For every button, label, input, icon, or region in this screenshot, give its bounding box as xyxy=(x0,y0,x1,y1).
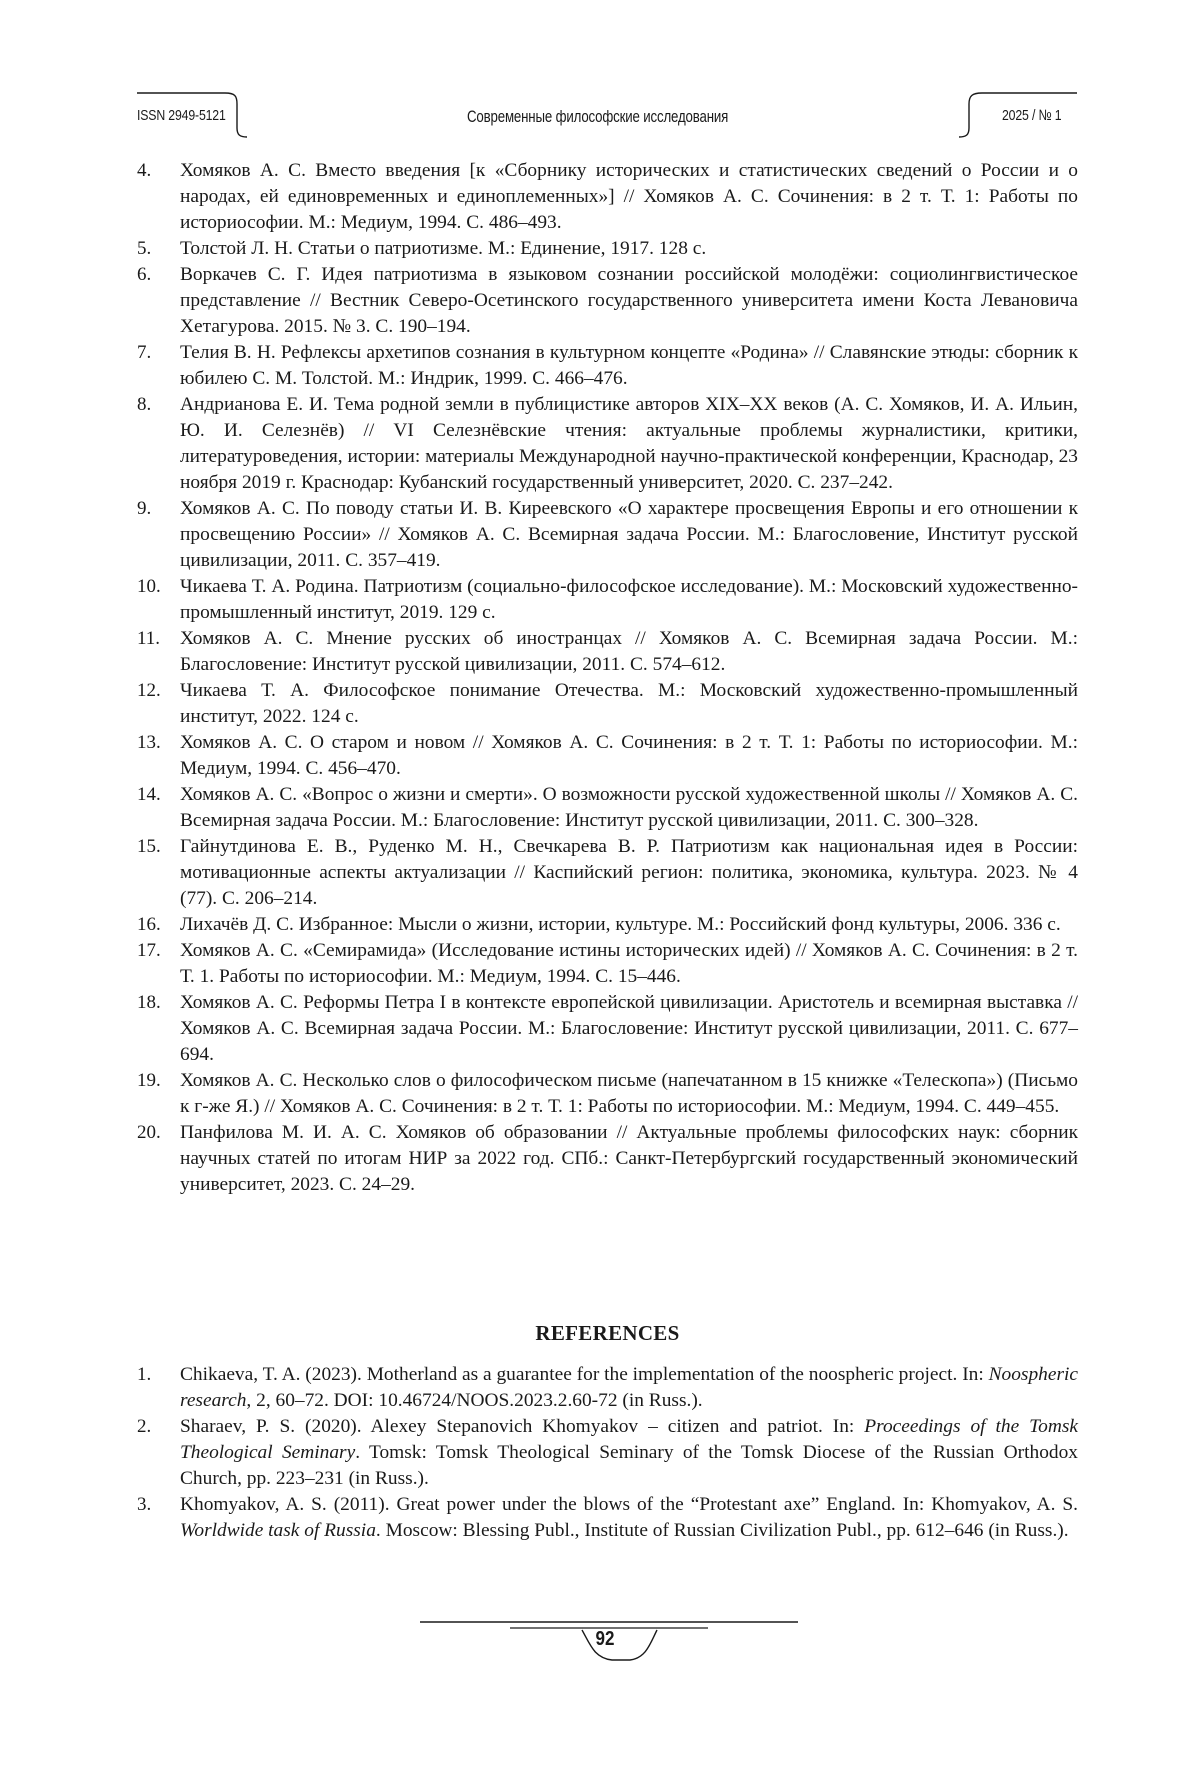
reference-item xyxy=(137,678,1078,730)
reference-item xyxy=(137,990,1078,1068)
reference-text: Телия В. Н. Рефлексы архетипов сознания в культурном концепте «Родина» // Славянские этюды: сборник к юбилею С. М. Толстой. М.: Индрик, 1999. С. 466–476. xyxy=(180,340,1078,392)
reference-number: 4. xyxy=(137,158,151,184)
reference-item xyxy=(137,730,1078,782)
reference-text: Хомяков А. С. О старом и новом // Хомяков А. С. Сочинения: в 2 т. Т. 1: Работы по историософии. М.: Медиум, 1994. С. 456–470. xyxy=(180,730,1078,782)
reference-item xyxy=(137,574,1078,626)
reference-number: 9. xyxy=(137,496,151,522)
reference-text: Толстой Л. Н. Статьи о патриотизме. М.: Единение, 1917. 128 с. xyxy=(180,236,1078,262)
reference-number: 13. xyxy=(137,730,161,756)
reference-text-part: Khomyakov, A. S. (2011). Great power under the blows of the “Protestant axe” England. In: Khomyakov, A. S. xyxy=(180,1494,1078,1515)
reference-item xyxy=(137,912,1078,938)
reference-text: Андрианова Е. И. Тема родной земли в публицистике авторов XIX–XX веков (А. С. Хомяков, И. А. Ильин, Ю. И. Селезнёв) // VI Селезнёвские чтения: актуальные проблемы журналистики, критики, литературоведения, истории: материалы Международной научно-практической конференции, Краснодар, 23 ноября 2019 г. Краснодар: Кубанский государственный университет, 2020. С. 237–242. xyxy=(180,392,1078,496)
running-header xyxy=(137,92,1077,138)
reference-text xyxy=(180,1414,1078,1492)
reference-text: Хомяков А. С. Реформы Петра I в контексте европейской цивилизации. Аристотель и всемирная выставка // Хомяков А. С. Всемирная задача России. М.: Благословение: Институт русской цивилизации, 2011. С. 677–694. xyxy=(180,990,1078,1068)
reference-text xyxy=(180,1362,1078,1414)
reference-number: 14. xyxy=(137,782,161,808)
reference-text: Гайнутдинова Е. В., Руденко М. Н., Свечкарева В. Р. Патриотизм как национальная идея в России: мотивационные аспекты актуализации // Каспийский регион: политика, экономика, культура. 2023. № 4 (77). С. 206–214. xyxy=(180,834,1078,912)
reference-number: 6. xyxy=(137,262,151,288)
reference-text: Лихачёв Д. С. Избранное: Мысли о жизни, истории, культуре. М.: Российский фонд культуры, 2006. 336 с. xyxy=(180,912,1078,938)
reference-item xyxy=(137,1492,1078,1544)
reference-text-part: , 2, 60–72. DOI: 10.46724/NOOS.2023.2.60-72 (in Russ.). xyxy=(246,1390,702,1411)
reference-text-part: Chikaeva, T. A. (2023). Motherland as a guarantee for the implementation of the noospheric project. In: xyxy=(180,1364,989,1385)
reference-number: 12. xyxy=(137,678,161,704)
reference-number: 17. xyxy=(137,938,161,964)
reference-number: 20. xyxy=(137,1120,161,1146)
reference-source-title: Worldwide task of Russia xyxy=(180,1520,376,1541)
reference-number: 10. xyxy=(137,574,161,600)
reference-number: 1. xyxy=(137,1362,151,1388)
reference-number: 8. xyxy=(137,392,151,418)
reference-number: 15. xyxy=(137,834,161,860)
reference-item xyxy=(137,496,1078,574)
reference-number: 2. xyxy=(137,1414,151,1440)
page-number: 92 xyxy=(571,1628,639,1651)
reference-item xyxy=(137,392,1078,496)
reference-item xyxy=(137,262,1078,340)
reference-item xyxy=(137,340,1078,392)
english-reference-list xyxy=(137,1362,1078,1544)
reference-number: 7. xyxy=(137,340,151,366)
reference-text: Чикаева Т. А. Философское понимание Отечества. М.: Московский художественно-промышленный институт, 2022. 124 с. xyxy=(180,678,1078,730)
reference-text: Хомяков А. С. Вместо введения [к «Сборнику исторических и статистических сведений о России и о народах, ей единовременных и единоплеменных»] // Хомяков А. С. Сочинения: в 2 т. Т. 1: Работы по историософии. М.: Медиум, 1994. С. 486–493. xyxy=(180,158,1078,236)
reference-text: Чикаева Т. А. Родина. Патриотизм (социально-философское исследование). М.: Московский художественно-промышленный институт, 2019. 129 с. xyxy=(180,574,1078,626)
reference-item xyxy=(137,158,1078,236)
reference-text: Хомяков А. С. Мнение русских об иностранцах // Хомяков А. С. Всемирная задача России. М.: Благословение: Институт русской цивилизации, 2011. С. 574–612. xyxy=(180,626,1078,678)
journal-title: Современные философские исследования xyxy=(467,107,728,127)
reference-text-part: Sharaev, P. S. (2020). Alexey Stepanovich Khomyakov – citizen and patriot. In: xyxy=(180,1416,864,1437)
reference-number: 3. xyxy=(137,1492,151,1518)
reference-item xyxy=(137,1414,1078,1492)
reference-text: Воркачев С. Г. Идея патриотизма в языковом сознании российской молодёжи: социолингвистическое представление // Вестник Северо-Осетинского государственного университета имени Коста Левановича Хетагурова. 2015. № 3. С. 190–194. xyxy=(180,262,1078,340)
reference-text-part: . Moscow: Blessing Publ., Institute of Russian Civilization Publ., pp. 612–646 (in Russ.). xyxy=(376,1520,1069,1541)
reference-text: Панфилова М. И. А. С. Хомяков об образовании // Актуальные проблемы философских наук: сборник научных статей по итогам НИР за 2022 год. СПб.: Санкт-Петербургский государственный экономический университет, 2023. С. 24–29. xyxy=(180,1120,1078,1198)
reference-text-part: . Tomsk: Tomsk Theological Seminary of the Tomsk Diocese of the Russian Orthodox Church, pp. 223–231 (in Russ.). xyxy=(180,1442,1078,1489)
reference-item xyxy=(137,834,1078,912)
reference-number: 18. xyxy=(137,990,161,1016)
reference-source-title: Proceedings of the Tomsk Theological Seminary xyxy=(180,1416,1078,1463)
reference-text xyxy=(180,1492,1078,1544)
reference-item xyxy=(137,938,1078,990)
page-footer xyxy=(0,1620,1200,1690)
reference-number: 11. xyxy=(137,626,160,652)
issue-label: 2025 / № 1 xyxy=(1002,107,1061,124)
reference-item xyxy=(137,626,1078,678)
reference-text: Хомяков А. С. «Семирамида» (Исследование истины исторических идей) // Хомяков А. С. Сочинения: в 2 т. Т. 1. Работы по историософии. М.: Медиум, 1994. С. 15–446. xyxy=(180,938,1078,990)
reference-item xyxy=(137,236,1078,262)
reference-item xyxy=(137,1362,1078,1414)
reference-number: 19. xyxy=(137,1068,161,1094)
issn-label: ISSN 2949-5121 xyxy=(137,107,226,124)
russian-reference-list xyxy=(137,158,1078,1198)
reference-item xyxy=(137,782,1078,834)
reference-text: Хомяков А. С. «Вопрос о жизни и смерти». О возможности русской художественной школы // Хомяков А. С. Всемирная задача России. М.: Благословение: Институт русской цивилизации, 2011. С. 300–328. xyxy=(180,782,1078,834)
reference-item xyxy=(137,1120,1078,1198)
reference-text: Хомяков А. С. Несколько слов о философическом письме (напечатанном в 15 книжке «Телескопа») (Письмо к г-же Я.) // Хомяков А. С. Сочинения: в 2 т. Т. 1: Работы по историософии. М.: Медиум, 1994. С. 449–455. xyxy=(180,1068,1078,1120)
reference-number: 5. xyxy=(137,236,151,262)
reference-source-title: Noospheric research xyxy=(180,1364,1078,1411)
reference-number: 16. xyxy=(137,912,161,938)
reference-item xyxy=(137,1068,1078,1120)
reference-text: Хомяков А. С. По поводу статьи И. В. Киреевского «О характере просвещения Европы и его отношении к просвещению России» // Хомяков А. С. Всемирная задача России. М.: Благословение, Институт русской цивилизации, 2011. С. 357–419. xyxy=(180,496,1078,574)
references-heading: REFERENCES xyxy=(137,1321,1078,1346)
